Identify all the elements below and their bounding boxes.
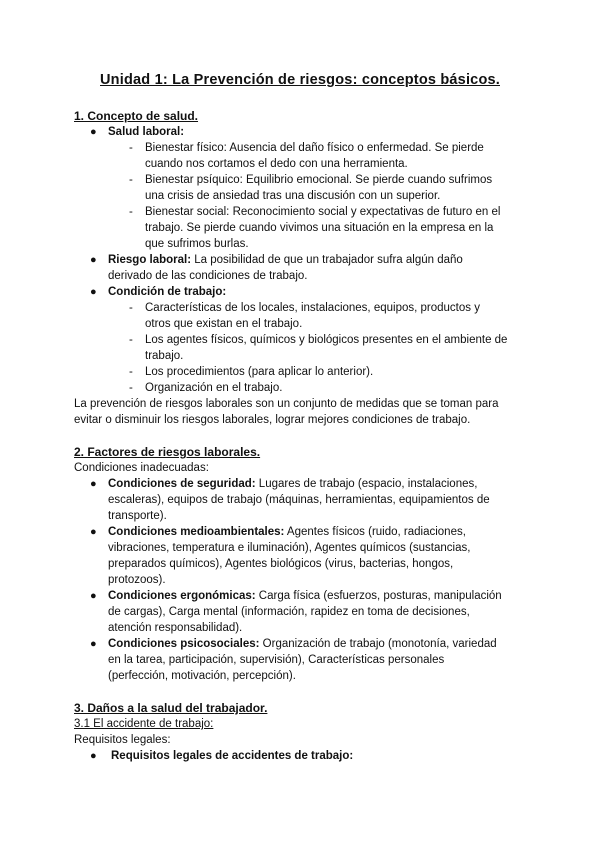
bullet-icon: ● xyxy=(90,126,97,138)
bullet-icon: ● xyxy=(90,526,97,538)
bullet-icon: ● xyxy=(90,254,97,266)
list-item-line: de cargas), Carga mental (información, rapidez en toma de decisiones, xyxy=(108,606,470,618)
list-item-line: trabajo. Se pierde cuando vivimos una situación en la empresa en la xyxy=(145,222,494,234)
list-item-line: Bienestar psíquico: Equilibrio emocional. Se pierde cuando sufrimos xyxy=(145,174,493,186)
list-item-line: (perfección, motivación, percepción). xyxy=(108,670,296,682)
paragraph-line: La prevención de riesgos laborales son un conjunto de medidas que se toman para xyxy=(74,398,499,410)
list-item-line: Características de los locales, instalaciones, equipos, productos y xyxy=(145,302,480,314)
salud-laboral-label: Salud laboral: xyxy=(108,126,185,138)
condiciones-medioambientales-text: Agentes físicos (ruido, radiaciones, xyxy=(284,526,466,538)
list-item-line: una crisis de ansiedad tras una discusión con un superior. xyxy=(145,190,441,202)
riesgo-laboral-label: Riesgo laboral: xyxy=(108,254,192,266)
page-title: Unidad 1: La Prevención de riesgos: conceptos básicos. xyxy=(100,72,500,88)
condiciones-seguridad-line xyxy=(108,476,477,492)
condiciones-medioambientales-label: Condiciones medioambientales: xyxy=(108,526,285,538)
condiciones-medioambientales-line xyxy=(108,524,466,540)
list-item-line: otros que existan en el trabajo. xyxy=(145,318,303,330)
list-item-line: Organización en el trabajo. xyxy=(145,382,283,394)
bullet-icon: ● xyxy=(90,478,97,490)
list-item-line: preparados químicos), Agentes biológicos (virus, bacterias, hongos, xyxy=(108,558,454,570)
condiciones-psicosociales-text: Organización de trabajo (monotonía, variedad xyxy=(259,638,497,650)
list-item-line: transporte). xyxy=(108,510,167,522)
list-item-line: que sufrimos burlas. xyxy=(145,238,249,250)
dash-icon: - xyxy=(129,302,133,314)
condiciones-psicosociales-line xyxy=(108,636,497,652)
list-item-line: cuando nos cortamos el dedo con una herramienta. xyxy=(145,158,408,170)
list-item-line: en la tarea, participación, supervisión), Características personales xyxy=(108,654,445,666)
bullet-icon: ● xyxy=(90,638,97,650)
list-item-line: Bienestar social: Reconocimiento social y expectativas de futuro en el xyxy=(145,206,501,218)
section-2-heading: 2. Factores de riesgos laborales. xyxy=(74,445,261,459)
bullet-icon: ● xyxy=(90,750,97,762)
riesgo-laboral-text: La posibilidad de que un trabajador sufra algún daño xyxy=(191,254,463,266)
dash-icon: - xyxy=(129,382,133,394)
condiciones-seguridad-text: Lugares de trabajo (espacio, instalaciones, xyxy=(255,478,478,490)
bullet-icon: ● xyxy=(90,590,97,602)
requisitos-legales-text: Requisitos legales: xyxy=(74,734,171,746)
dash-icon: - xyxy=(129,206,133,218)
dash-icon: - xyxy=(129,174,133,186)
condiciones-seguridad-label: Condiciones de seguridad: xyxy=(108,478,256,490)
condiciones-psicosociales-label: Condiciones psicosociales: xyxy=(108,638,260,650)
condiciones-ergonomicas-text: Carga física (esfuerzos, posturas, manipulación xyxy=(255,590,502,602)
list-item-line: protozoos). xyxy=(108,574,166,586)
list-item-line: vibraciones, temperatura e iluminación), Agentes químicos (sustancias, xyxy=(108,542,471,554)
list-item-line: derivado de las condiciones de trabajo. xyxy=(108,270,308,282)
section-3-heading: 3. Daños a la salud del trabajador. xyxy=(74,701,268,715)
list-item-line: trabajo. xyxy=(145,350,184,362)
list-item-line: escaleras), equipos de trabajo (máquinas, herramientas, equipamientos de xyxy=(108,494,490,506)
section-2-intro: Condiciones inadecuadas: xyxy=(74,462,209,474)
dash-icon: - xyxy=(129,142,133,154)
section-1-heading: 1. Concepto de salud. xyxy=(74,109,199,123)
condiciones-ergonomicas-line xyxy=(108,588,502,604)
subsection-3-1-heading: 3.1 El accidente de trabajo: xyxy=(74,718,214,730)
list-item-line: atención responsabilidad). xyxy=(108,622,243,634)
dash-icon: - xyxy=(129,334,133,346)
paragraph-line: evitar o disminuir los riesgos laborales, lograr mejores condiciones de trabajo. xyxy=(74,414,471,426)
list-item-line: Los procedimientos (para aplicar lo anterior). xyxy=(145,366,374,378)
condiciones-ergonomicas-label: Condiciones ergonómicas: xyxy=(108,590,256,602)
requisitos-legales-label: Requisitos legales de accidentes de trabajo: xyxy=(111,750,354,762)
bullet-icon: ● xyxy=(90,286,97,298)
list-item-line: Los agentes físicos, químicos y biológicos presentes en el ambiente de xyxy=(145,334,508,346)
riesgo-laboral-line xyxy=(108,252,463,268)
dash-icon: - xyxy=(129,366,133,378)
list-item-line: Bienestar físico: Ausencia del daño físico o enfermedad. Se pierde xyxy=(145,142,484,154)
condicion-trabajo-label: Condición de trabajo: xyxy=(108,286,227,298)
